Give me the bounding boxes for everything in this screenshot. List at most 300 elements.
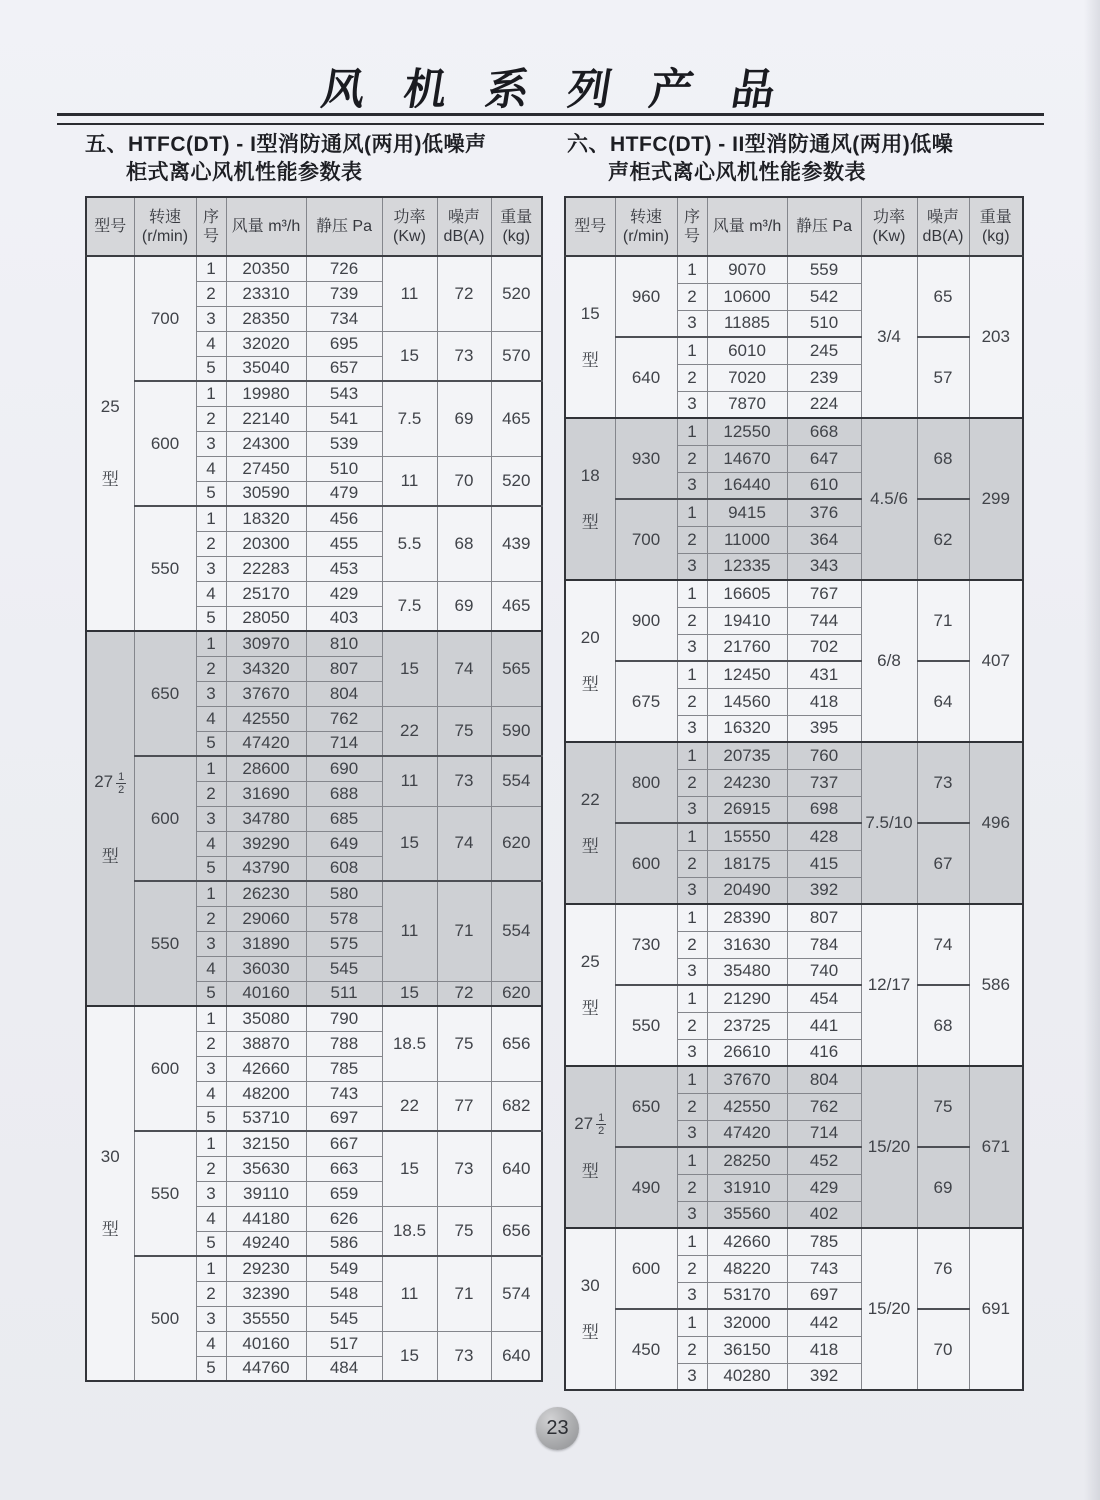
pressure-cell: 545 <box>306 956 382 981</box>
pressure-cell: 402 <box>787 1201 861 1228</box>
pressure-cell: 578 <box>306 906 382 931</box>
power-cell: 15 <box>382 806 437 881</box>
flow-cell: 35080 <box>226 1006 306 1031</box>
seq-cell: 2 <box>677 364 707 391</box>
seq-cell: 1 <box>677 1066 707 1093</box>
pressure-cell: 784 <box>787 931 861 958</box>
flow-cell: 26610 <box>707 1039 787 1066</box>
weight-cell: 682 <box>491 1081 542 1131</box>
power-cell: 11 <box>382 881 437 981</box>
power-cell: 15 <box>382 1331 437 1381</box>
seq-cell: 2 <box>196 1031 226 1056</box>
weight-cell: 671 <box>969 1066 1023 1228</box>
model-main: 20 <box>580 627 600 647</box>
model-label <box>566 628 615 695</box>
noise-cell: 77 <box>437 1081 491 1131</box>
flow-cell: 32020 <box>226 331 306 356</box>
flow-cell: 16320 <box>707 715 787 742</box>
pressure-cell: 431 <box>787 661 861 688</box>
noise-cell: 64 <box>917 661 969 742</box>
flow-cell: 12335 <box>707 553 787 580</box>
seq-cell: 5 <box>196 481 226 506</box>
header-label: 序 <box>683 208 700 226</box>
table-row <box>86 1256 542 1281</box>
flow-cell: 19410 <box>707 607 787 634</box>
seq-cell: 2 <box>677 769 707 796</box>
power-cell: 11 <box>382 756 437 806</box>
flow-cell: 44180 <box>226 1206 306 1231</box>
seq-cell: 5 <box>196 856 226 881</box>
noise-cell: 65 <box>917 256 969 337</box>
rpm-cell: 900 <box>615 580 677 661</box>
noise-cell: 72 <box>437 981 491 1006</box>
right-table-title <box>567 131 1032 187</box>
pressure-cell: 454 <box>787 985 861 1012</box>
seq-cell: 5 <box>196 731 226 756</box>
pressure-cell: 714 <box>787 1120 861 1147</box>
weight-cell: 465 <box>491 581 542 631</box>
model-main: 25 <box>580 951 600 971</box>
power-cell: 15 <box>382 981 437 1006</box>
flow-cell: 40160 <box>226 1331 306 1356</box>
pressure-cell: 559 <box>787 256 861 283</box>
model-main: 22 <box>580 789 600 809</box>
flow-cell: 28390 <box>707 904 787 931</box>
rpm-cell: 490 <box>615 1147 677 1228</box>
model-suffix: 型 <box>581 350 599 370</box>
flow-cell: 25170 <box>226 581 306 606</box>
header-label: 号 <box>683 227 700 245</box>
flow-cell: 16440 <box>707 472 787 499</box>
table-row <box>86 756 542 781</box>
flow-cell: 26915 <box>707 796 787 823</box>
pressure-cell: 418 <box>787 1336 861 1363</box>
header-label: 型号 <box>574 218 607 235</box>
power-cell: 11 <box>382 1256 437 1331</box>
weight-cell: 656 <box>491 1206 542 1256</box>
pressure-cell: 484 <box>306 1356 382 1381</box>
header-label: 转速 <box>148 208 181 226</box>
model-suffix: 型 <box>581 1322 599 1342</box>
pressure-cell: 804 <box>787 1066 861 1093</box>
noise-cell: 74 <box>437 631 491 706</box>
header-cell <box>134 197 196 256</box>
header-label: (Kw) <box>872 227 906 245</box>
seq-cell: 2 <box>196 406 226 431</box>
flow-cell: 16605 <box>707 580 787 607</box>
left-spec-table <box>85 196 543 1382</box>
table-row <box>565 742 1023 769</box>
right-spec-table <box>564 196 1024 1391</box>
pressure-cell: 668 <box>787 418 861 445</box>
header-label: 序 <box>202 208 219 226</box>
table-header <box>86 197 542 256</box>
seq-cell: 3 <box>677 1039 707 1066</box>
table-row <box>565 499 1023 526</box>
seq-cell: 3 <box>677 1120 707 1147</box>
title-divider-rule <box>57 113 1044 125</box>
header-cell <box>226 197 306 256</box>
pressure-cell: 697 <box>306 1106 382 1131</box>
noise-cell: 71 <box>917 580 969 661</box>
power-cell: 7.5 <box>382 581 437 631</box>
flow-cell: 28600 <box>226 756 306 781</box>
weight-cell: 554 <box>491 756 542 806</box>
flow-cell: 42550 <box>226 706 306 731</box>
model-suffix: 型 <box>101 470 119 489</box>
header-label: 风量 m³/h <box>712 218 782 235</box>
weight-cell: 586 <box>969 904 1023 1066</box>
seq-cell: 4 <box>196 1081 226 1106</box>
header-cell <box>917 197 969 256</box>
table-row <box>565 337 1023 364</box>
power-cell: 15 <box>382 631 437 706</box>
seq-cell: 1 <box>677 499 707 526</box>
model-label <box>566 952 615 1019</box>
seq-cell: 1 <box>196 881 226 906</box>
noise-cell: 68 <box>437 506 491 581</box>
pressure-cell: 739 <box>306 281 382 306</box>
pressure-cell: 657 <box>306 356 382 381</box>
rpm-cell: 640 <box>615 337 677 418</box>
seq-cell: 1 <box>196 506 226 531</box>
pressure-cell: 810 <box>306 631 382 656</box>
flow-cell: 32390 <box>226 1281 306 1306</box>
pressure-cell: 734 <box>306 306 382 331</box>
weight-cell: 407 <box>969 580 1023 742</box>
power-cell: 11 <box>382 256 437 331</box>
pressure-cell: 688 <box>306 781 382 806</box>
pressure-cell: 695 <box>306 331 382 356</box>
weight-cell: 439 <box>491 506 542 581</box>
seq-cell: 3 <box>677 634 707 661</box>
model-label <box>87 397 134 490</box>
seq-cell: 2 <box>677 1012 707 1039</box>
pressure-cell: 608 <box>306 856 382 881</box>
flow-cell: 34320 <box>226 656 306 681</box>
noise-cell: 70 <box>917 1309 969 1390</box>
weight-cell: 640 <box>491 1131 542 1206</box>
pressure-cell: 580 <box>306 881 382 906</box>
seq-cell: 2 <box>677 1093 707 1120</box>
rpm-cell: 930 <box>615 418 677 499</box>
seq-cell: 3 <box>677 391 707 418</box>
seq-cell: 1 <box>196 631 226 656</box>
seq-cell: 3 <box>196 556 226 581</box>
flow-cell: 31630 <box>707 931 787 958</box>
flow-cell: 20735 <box>707 742 787 769</box>
power-cell: 6/8 <box>861 580 917 742</box>
model-main: 30 <box>100 1147 120 1166</box>
seq-cell: 3 <box>196 306 226 331</box>
noise-cell: 75 <box>437 1006 491 1081</box>
seq-cell: 2 <box>677 931 707 958</box>
table-row <box>565 904 1023 931</box>
table-row <box>86 881 542 906</box>
table-header <box>565 197 1023 256</box>
rpm-cell: 550 <box>134 881 196 1006</box>
seq-cell: 2 <box>677 283 707 310</box>
table-row <box>565 580 1023 607</box>
table-row <box>565 1309 1023 1336</box>
seq-cell: 2 <box>196 656 226 681</box>
flow-cell: 18320 <box>226 506 306 531</box>
header-cell <box>861 197 917 256</box>
rpm-cell: 500 <box>134 1256 196 1381</box>
weight-cell: 620 <box>491 981 542 1006</box>
pressure-cell: 395 <box>787 715 861 742</box>
header-label: 静压 Pa <box>795 218 853 235</box>
seq-cell: 2 <box>677 526 707 553</box>
flow-cell: 28350 <box>226 306 306 331</box>
power-cell: 15/20 <box>861 1228 917 1390</box>
flow-cell: 7020 <box>707 364 787 391</box>
weight-cell: 590 <box>491 706 542 756</box>
pressure-cell: 548 <box>306 1281 382 1306</box>
seq-cell: 3 <box>196 681 226 706</box>
pressure-cell: 542 <box>787 283 861 310</box>
pressure-cell: 586 <box>306 1231 382 1256</box>
pressure-cell: 785 <box>306 1056 382 1081</box>
pressure-cell: 416 <box>787 1039 861 1066</box>
flow-cell: 15550 <box>707 823 787 850</box>
weight-cell: 574 <box>491 1256 542 1331</box>
flow-cell: 18175 <box>707 850 787 877</box>
seq-cell: 1 <box>677 580 707 607</box>
seq-cell: 5 <box>196 1356 226 1381</box>
flow-cell: 6010 <box>707 337 787 364</box>
noise-cell: 69 <box>437 381 491 456</box>
page-edge-shadow <box>1084 0 1100 1500</box>
pressure-cell: 415 <box>787 850 861 877</box>
power-cell: 7.5 <box>382 381 437 456</box>
power-cell: 18.5 <box>382 1006 437 1081</box>
noise-cell: 69 <box>917 1147 969 1228</box>
seq-cell: 1 <box>677 742 707 769</box>
pressure-cell: 224 <box>787 391 861 418</box>
seq-cell: 2 <box>196 1156 226 1181</box>
pressure-cell: 649 <box>306 831 382 856</box>
rpm-cell: 675 <box>615 661 677 742</box>
header-label: (r/min) <box>141 227 189 245</box>
seq-cell: 5 <box>196 981 226 1006</box>
model-main: 27 <box>94 772 114 791</box>
pressure-cell: 429 <box>787 1174 861 1201</box>
seq-cell: 4 <box>196 1331 226 1356</box>
power-cell: 15/20 <box>861 1066 917 1228</box>
noise-cell: 70 <box>437 456 491 506</box>
seq-cell: 1 <box>677 418 707 445</box>
header-cell <box>306 197 382 256</box>
flow-cell: 37670 <box>707 1066 787 1093</box>
model-main: 25 <box>100 397 120 416</box>
flow-cell: 27450 <box>226 456 306 481</box>
noise-cell: 73 <box>437 1331 491 1381</box>
pressure-cell: 743 <box>787 1255 861 1282</box>
pressure-cell: 364 <box>787 526 861 553</box>
pressure-cell: 785 <box>787 1228 861 1255</box>
pressure-cell: 456 <box>306 506 382 531</box>
noise-cell: 75 <box>917 1066 969 1147</box>
pressure-cell: 455 <box>306 531 382 556</box>
seq-cell: 3 <box>196 1306 226 1331</box>
seq-cell: 3 <box>677 1363 707 1390</box>
pressure-cell: 343 <box>787 553 861 580</box>
noise-cell: 74 <box>917 904 969 985</box>
seq-cell: 3 <box>677 310 707 337</box>
header-cell <box>86 197 134 256</box>
flow-cell: 47420 <box>707 1120 787 1147</box>
seq-cell: 3 <box>677 877 707 904</box>
header-label: 转速 <box>629 208 662 226</box>
pressure-cell: 418 <box>787 688 861 715</box>
seq-cell: 2 <box>677 1336 707 1363</box>
flow-cell: 20350 <box>226 256 306 281</box>
rpm-cell: 450 <box>615 1309 677 1390</box>
pressure-cell: 663 <box>306 1156 382 1181</box>
flow-cell: 22140 <box>226 406 306 431</box>
noise-cell: 73 <box>437 756 491 806</box>
flow-cell: 32150 <box>226 1131 306 1156</box>
table-row <box>565 823 1023 850</box>
model-main: 18 <box>580 465 600 485</box>
header-cell <box>677 197 707 256</box>
pressure-cell: 442 <box>787 1309 861 1336</box>
model-label <box>87 771 134 867</box>
header-label: (Kw) <box>393 227 426 245</box>
pressure-cell: 690 <box>306 756 382 781</box>
seq-cell: 1 <box>196 1256 226 1281</box>
seq-cell: 4 <box>196 706 226 731</box>
power-cell: 4.5/6 <box>861 418 917 580</box>
pressure-cell: 647 <box>787 445 861 472</box>
pressure-cell: 740 <box>787 958 861 985</box>
flow-cell: 42660 <box>707 1228 787 1255</box>
model-cell <box>86 1006 134 1381</box>
noise-cell: 75 <box>437 1206 491 1256</box>
pressure-cell: 543 <box>306 381 382 406</box>
header-label: 噪声 <box>926 208 959 226</box>
flow-cell: 26230 <box>226 881 306 906</box>
header-label: 静压 Pa <box>315 218 373 235</box>
noise-cell: 68 <box>917 985 969 1066</box>
seq-cell: 5 <box>196 606 226 631</box>
pressure-cell: 626 <box>306 1206 382 1231</box>
power-cell: 15 <box>382 331 437 381</box>
header-cell <box>787 197 861 256</box>
seq-cell: 5 <box>196 1231 226 1256</box>
seq-cell: 1 <box>196 1131 226 1156</box>
model-suffix: 型 <box>581 674 599 694</box>
header-label: (kg) <box>981 227 1010 245</box>
header-label: 型号 <box>94 218 127 235</box>
model-label <box>566 466 615 533</box>
header-cell <box>565 197 615 256</box>
weight-cell: 620 <box>491 806 542 881</box>
noise-cell: 57 <box>917 337 969 418</box>
pressure-cell: 245 <box>787 337 861 364</box>
flow-cell: 22283 <box>226 556 306 581</box>
power-cell: 18.5 <box>382 1206 437 1256</box>
seq-cell: 1 <box>196 381 226 406</box>
pressure-cell: 517 <box>306 1331 382 1356</box>
model-label <box>87 1147 134 1240</box>
header-cell <box>382 197 437 256</box>
pressure-cell: 714 <box>306 731 382 756</box>
flow-cell: 9070 <box>707 256 787 283</box>
seq-cell: 3 <box>677 958 707 985</box>
rpm-cell: 600 <box>134 1006 196 1131</box>
weight-cell: 554 <box>491 881 542 981</box>
header-label: 重量 <box>979 208 1012 226</box>
rpm-cell: 600 <box>615 823 677 904</box>
model-suffix: 型 <box>101 846 119 866</box>
power-cell: 3/4 <box>861 256 917 418</box>
flow-cell: 38870 <box>226 1031 306 1056</box>
table-row <box>565 418 1023 445</box>
header-cell <box>707 197 787 256</box>
pressure-cell: 762 <box>787 1093 861 1120</box>
header-cell <box>491 197 542 256</box>
seq-cell: 4 <box>196 1206 226 1231</box>
pressure-cell: 510 <box>787 310 861 337</box>
pressure-cell: 726 <box>306 256 382 281</box>
flow-cell: 48220 <box>707 1255 787 1282</box>
table-row <box>565 256 1023 283</box>
header-label: dB(A) <box>922 227 964 245</box>
pressure-cell: 510 <box>306 456 382 481</box>
seq-cell: 2 <box>196 531 226 556</box>
header-label: 功率 <box>393 208 426 226</box>
seq-cell: 1 <box>196 756 226 781</box>
flow-cell: 28050 <box>226 606 306 631</box>
noise-cell: 71 <box>437 881 491 981</box>
seq-cell: 1 <box>677 256 707 283</box>
flow-cell: 39110 <box>226 1181 306 1206</box>
model-suffix: 型 <box>581 1162 599 1181</box>
flow-cell: 42660 <box>226 1056 306 1081</box>
model-fraction: $\frac{1}{2}$ <box>118 770 125 796</box>
pressure-cell: 659 <box>306 1181 382 1206</box>
flow-cell: 28250 <box>707 1147 787 1174</box>
pressure-cell: 744 <box>787 607 861 634</box>
model-main: 15 <box>580 303 600 323</box>
pressure-cell: 743 <box>306 1081 382 1106</box>
flow-cell: 7870 <box>707 391 787 418</box>
pressure-cell: 479 <box>306 481 382 506</box>
rpm-cell: 550 <box>134 506 196 631</box>
seq-cell: 1 <box>677 1147 707 1174</box>
flow-cell: 35040 <box>226 356 306 381</box>
model-cell <box>565 418 615 580</box>
page-title: 风 机 系 列 产 品 <box>318 65 781 115</box>
noise-cell: 67 <box>917 823 969 904</box>
seq-cell: 2 <box>677 445 707 472</box>
rpm-cell: 550 <box>134 1131 196 1256</box>
rpm-cell: 600 <box>134 381 196 506</box>
model-suffix: 型 <box>581 998 599 1018</box>
pressure-cell: 697 <box>787 1282 861 1309</box>
table-row <box>565 1228 1023 1255</box>
pressure-cell: 807 <box>306 656 382 681</box>
seq-cell: 2 <box>196 1281 226 1306</box>
power-cell: 22 <box>382 1081 437 1131</box>
seq-cell: 1 <box>677 661 707 688</box>
right-table-title-line2: 声柜式离心风机性能参数表 <box>608 161 866 184</box>
pressure-cell: 541 <box>306 406 382 431</box>
flow-cell: 35480 <box>707 958 787 985</box>
table-row <box>565 661 1023 688</box>
